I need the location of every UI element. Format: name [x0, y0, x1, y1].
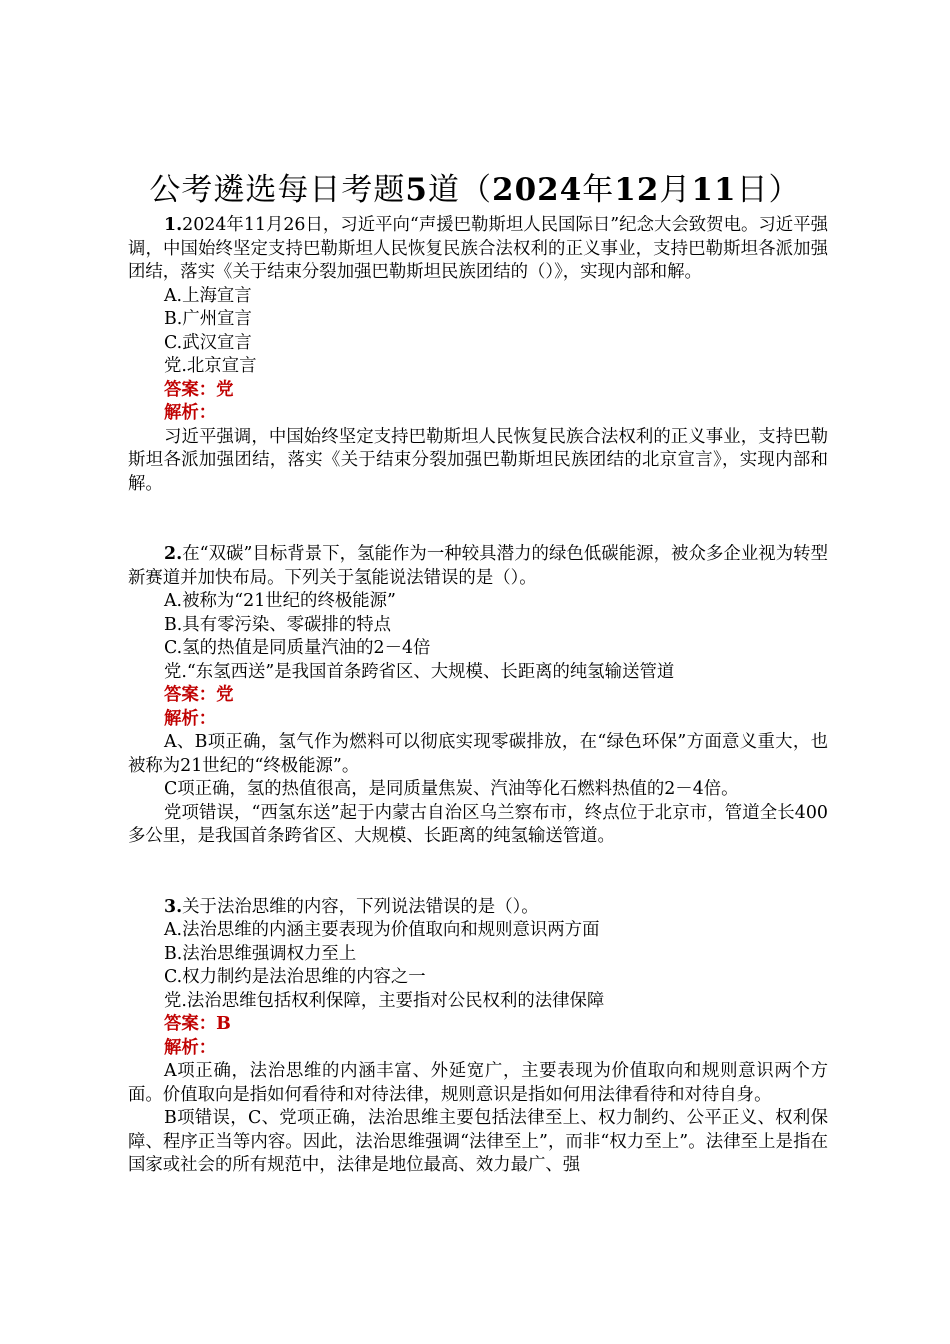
page-title: 公考遴选每日考题5道（2024年12月11日）: [149, 172, 801, 208]
question-2: [128, 543, 828, 849]
question-stem: 1.2024年11月26日，习近平向“声援巴勒斯坦人民国际日”纪念大会致贺电。习近平强调，中国始终坚定支持巴勒斯坦人民恢复民族合法权利的正义事业，支持巴勒斯坦各派加强团结，落实《关于结束分裂加强巴勒斯坦民族团结的（）》，实现内部和解。: [128, 215, 828, 282]
analysis-paragraph: C项正确，氢的热值很高，是同质量焦炭、汽油等化石燃料热值的2－4倍。: [164, 779, 739, 799]
analysis-label: 解析：: [164, 403, 217, 423]
option-c: C.权力制约是法治思维的内容之一: [164, 967, 426, 987]
option-b: B.广州宣言: [164, 309, 252, 329]
option-d: 党.“东氢西送”是我国首条跨省区、大规模、长距离的纯氢输送管道: [164, 661, 675, 682]
answer: 答案：党: [164, 685, 234, 705]
option-a: A.被称为“21世纪的终极能源”: [164, 591, 396, 611]
analysis-paragraph: A、B项正确，氢气作为燃料可以彻底实现零碳排放，在“绿色环保”方面意义重大，也被称为21世纪的“终极能源”。: [128, 732, 828, 776]
analysis-paragraph: A项正确，法治思维的内涵丰富、外延宽广，主要表现为价值取向和规则意识两个方面。价值取向是指如何看待和对待法律，规则意识是指如何用法律看待和对待自身。: [128, 1061, 828, 1105]
question-stem: 3.关于法治思维的内容，下列说法错误的是（）。: [164, 896, 539, 917]
analysis-paragraph: 习近平强调，中国始终坚定支持巴勒斯坦人民恢复民族合法权利的正义事业，支持巴勒斯坦各派加强团结，落实《关于结束分裂加强巴勒斯坦民族团结的北京宣言》，实现内部和解。: [128, 426, 828, 494]
answer: 答案：B: [164, 1014, 231, 1034]
answer: 答案：党: [164, 379, 234, 400]
option-b: B.法治思维强调权力至上: [164, 943, 357, 964]
option-b: B.具有零污染、零碳排的特点: [164, 614, 391, 635]
question-list: [128, 214, 828, 1178]
analysis-label: 解析：: [164, 1037, 217, 1058]
question-stem: 2.在“双碳”目标背景下，氢能作为一种较具潜力的绿色低碳能源，被众多企业视为转型新赛道并加快布局。下列关于氢能说法错误的是（）。: [128, 544, 828, 588]
analysis-label: 解析：: [164, 708, 217, 729]
analysis-paragraph: 党项错误，“西氢东送”起于内蒙古自治区乌兰察布市，终点位于北京市，管道全长400多公里，是我国首条跨省区、大规模、长距离的纯氢输送管道。: [128, 802, 828, 846]
option-a: A.上海宣言: [164, 285, 252, 306]
option-c: C.武汉宣言: [164, 332, 252, 353]
question-1: [128, 214, 828, 496]
option-d: 党.北京宣言: [164, 356, 257, 376]
option-c: C.氢的热值是同质量汽油的2－4倍: [164, 638, 431, 658]
option-a: A.法治思维的内涵主要表现为价值取向和规则意识两方面: [164, 920, 600, 940]
question-3: [128, 896, 828, 1178]
option-d: 党.法治思维包括权利保障，主要指对公民权利的法律保障: [164, 990, 605, 1011]
analysis-paragraph: B项错误，C、党项正确，法治思维主要包括法律至上、权力制约、公平正义、权利保障、程序正当等内容。因此，法治思维强调“法律至上”，而非“权力至上”。法律至上是指在国家或社会的所有规范中，法律是地位最高、效力最广、强: [128, 1108, 828, 1175]
